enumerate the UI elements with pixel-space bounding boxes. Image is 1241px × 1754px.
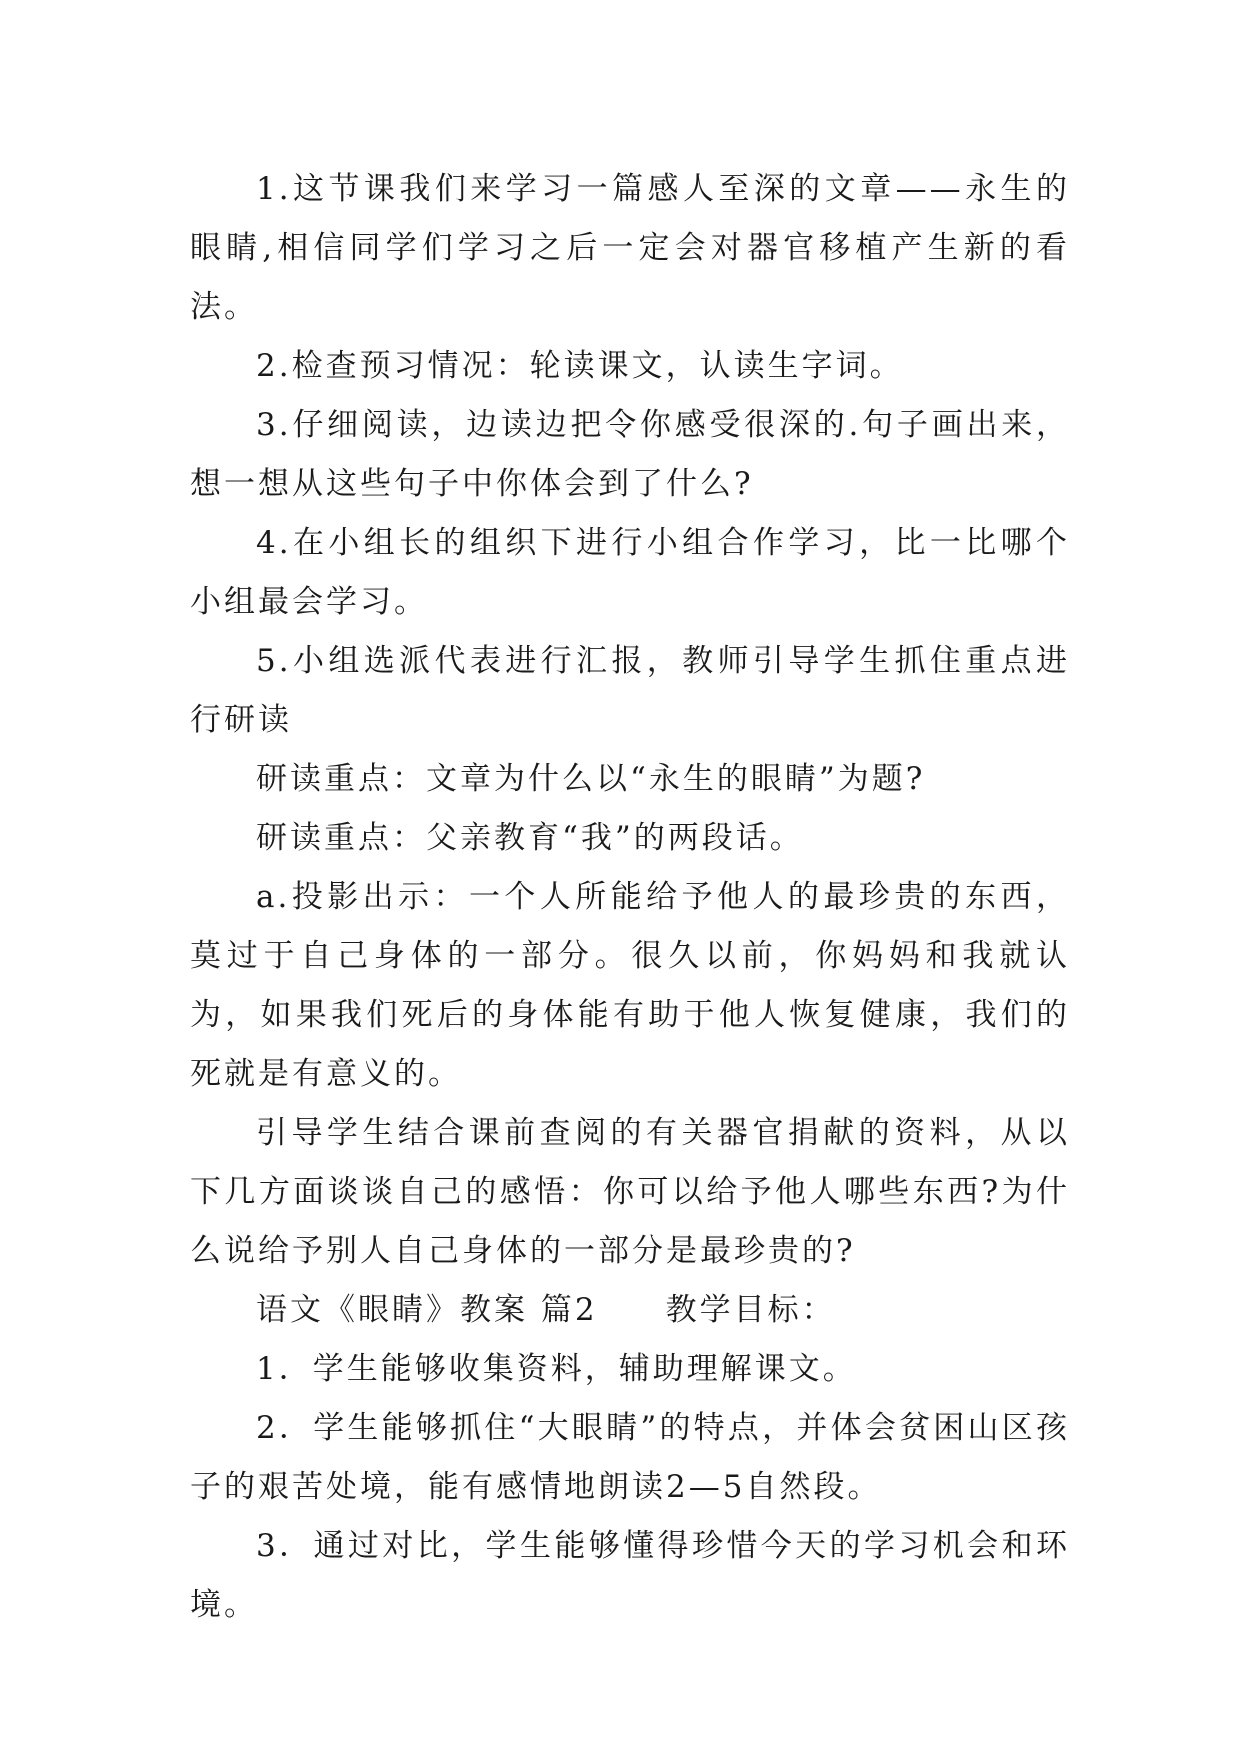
paragraph-5: 5.小组选派代表进行汇报，教师引导学生抓住重点进行研读 [190,643,1070,738]
paragraph-1: 1.这节课我们来学习一篇感人至深的文章——永生的眼睛,相信同学们学习之后一定会对器官移植产生新的看法。 [190,171,1070,325]
paragraph-8: a.投影出示：一个人所能给予他人的最珍贵的东西，莫过于自己身体的一部分。很久以前，你妈妈和我就认为，如果我们死后的身体能有助于他人恢复健康，我们的死就是有意义的。 [190,879,1070,1092]
paragraph-4: 4.在小组长的组织下进行小组合作学习，比一比哪个小组最会学习。 [190,525,1070,620]
document-body [190,160,1070,1635]
objective-2: 2．学生能够抓住“大眼睛”的特点，并体会贫困山区孩子的艰苦处境，能有感情地朗读2—5自然段。 [190,1410,1070,1505]
objective-3: 3．通过对比，学生能够懂得珍惜今天的学习机会和环境。 [190,1528,1070,1623]
paragraph-6: 研读重点：文章为什么以“永生的眼睛”为题? [256,761,926,797]
paragraph-9: 引导学生结合课前查阅的有关器官捐献的资料，从以下几方面谈谈自己的感悟：你可以给予他人哪些东西?为什么说给予别人自己身体的一部分是最珍贵的? [190,1115,1070,1269]
paragraph-3: 3.仔细阅读，边读边把令你感受很深的.句子画出来，想一想从这些句子中你体会到了什么? [190,407,1070,502]
paragraph-7: 研读重点：父亲教育“我”的两段话。 [256,820,804,856]
section-heading: 语文《眼睛》教案 篇2 教学目标： [256,1292,836,1328]
paragraph-2: 2.检查预习情况：轮读课文，认读生字词。 [256,348,904,384]
objective-1: 1．学生能够收集资料，辅助理解课文。 [256,1351,857,1387]
